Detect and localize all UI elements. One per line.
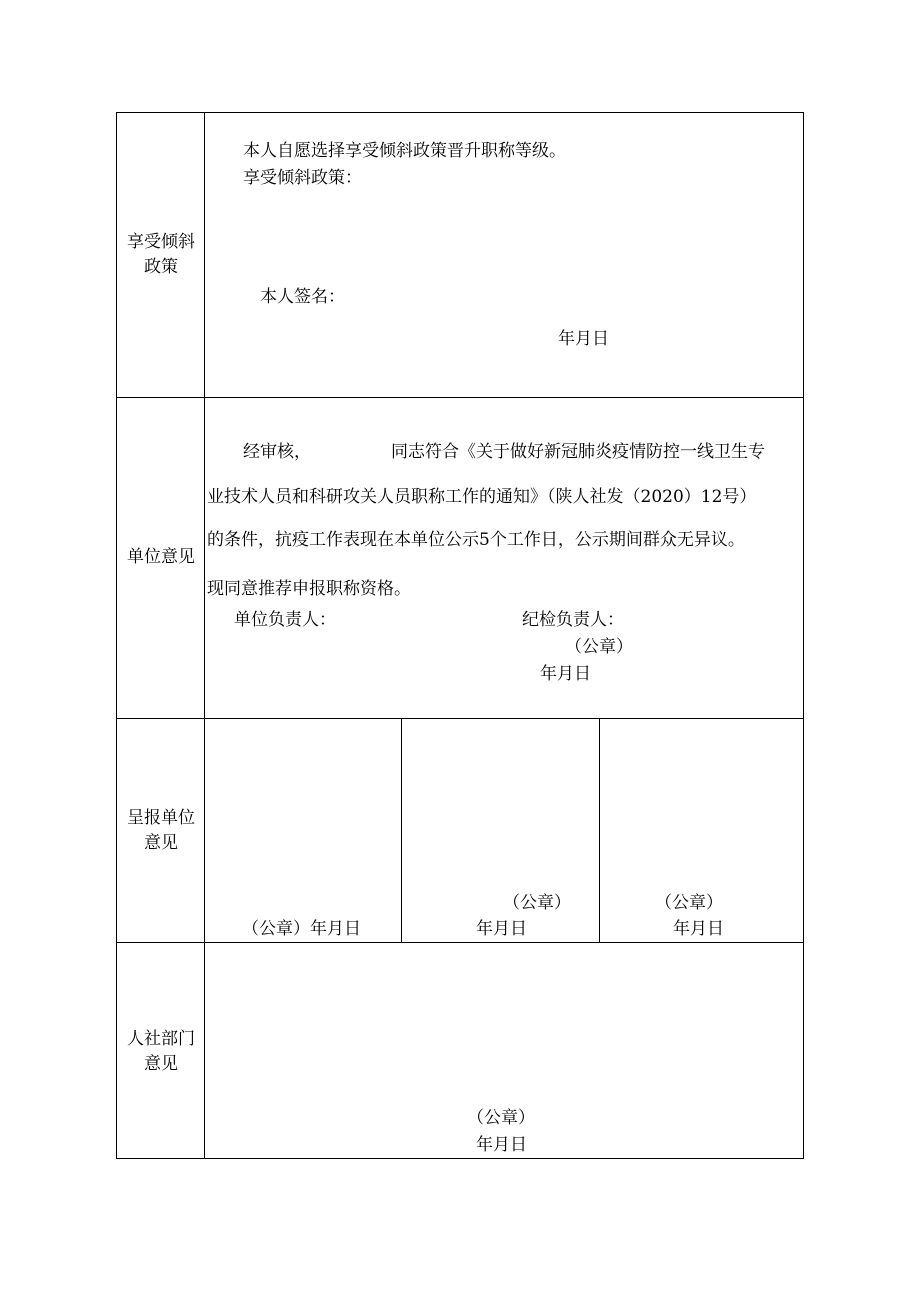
unit-opinion-row-label: 单位意见 — [127, 547, 195, 567]
submitting-unit-row-label — [117, 806, 205, 856]
submit-col1-seal-date: （公章）年月日 — [242, 919, 361, 939]
review-text-line1: 同志符合《关于做好新冠肺炎疫情防控一线卫生专 — [391, 442, 765, 462]
policy-label-line1: 享受倾斜 — [127, 232, 195, 252]
submit-col-divider-2 — [599, 718, 600, 942]
submit-col2-date: 年月日 — [476, 919, 527, 939]
unit-seal-label: （公章） — [565, 637, 633, 657]
policy-row-label — [117, 230, 205, 280]
row-divider-1 — [116, 397, 804, 398]
submitting-label-line2: 意见 — [144, 833, 178, 853]
applicant-signature-label: 本人签名： — [260, 287, 345, 307]
submit-col3-date: 年月日 — [673, 919, 724, 939]
policy-name-label: 享受倾斜政策： — [243, 168, 362, 188]
unit-date-label: 年月日 — [540, 664, 591, 684]
submit-col-divider-1 — [401, 718, 402, 942]
review-text-start: 经审核， — [243, 442, 311, 462]
submit-col2-seal: （公章） — [503, 893, 571, 913]
row-divider-2 — [116, 718, 804, 719]
review-text-line4: 现同意推荐申报职称资格。 — [207, 579, 411, 599]
unit-leader-label: 单位负责人： — [234, 610, 336, 630]
policy-date-label: 年月日 — [558, 329, 609, 349]
hr-seal-label: （公章） — [467, 1108, 535, 1128]
hr-label-line2: 意见 — [144, 1054, 178, 1074]
review-text-line3: 的条件，抗疫工作表现在本单位公示5个工作日，公示期间群众无异议。 — [207, 530, 745, 550]
hr-label-line1: 人社部门 — [127, 1029, 195, 1049]
discipline-leader-label: 纪检负责人： — [522, 610, 624, 630]
opinion-form-table — [116, 112, 804, 1159]
hr-dept-row-label — [117, 1027, 205, 1077]
policy-statement: 本人自愿选择享受倾斜政策晋升职称等级。 — [243, 141, 566, 161]
review-text-line2: 业技术人员和科研攻关人员职称工作的通知》（陕人社发（2020）12号） — [207, 487, 757, 507]
submitting-label-line1: 呈报单位 — [127, 808, 195, 828]
policy-label-line2: 政策 — [144, 257, 178, 277]
submit-col3-seal: （公章） — [655, 893, 723, 913]
hr-date-label: 年月日 — [476, 1135, 527, 1155]
row-divider-3 — [116, 942, 804, 943]
